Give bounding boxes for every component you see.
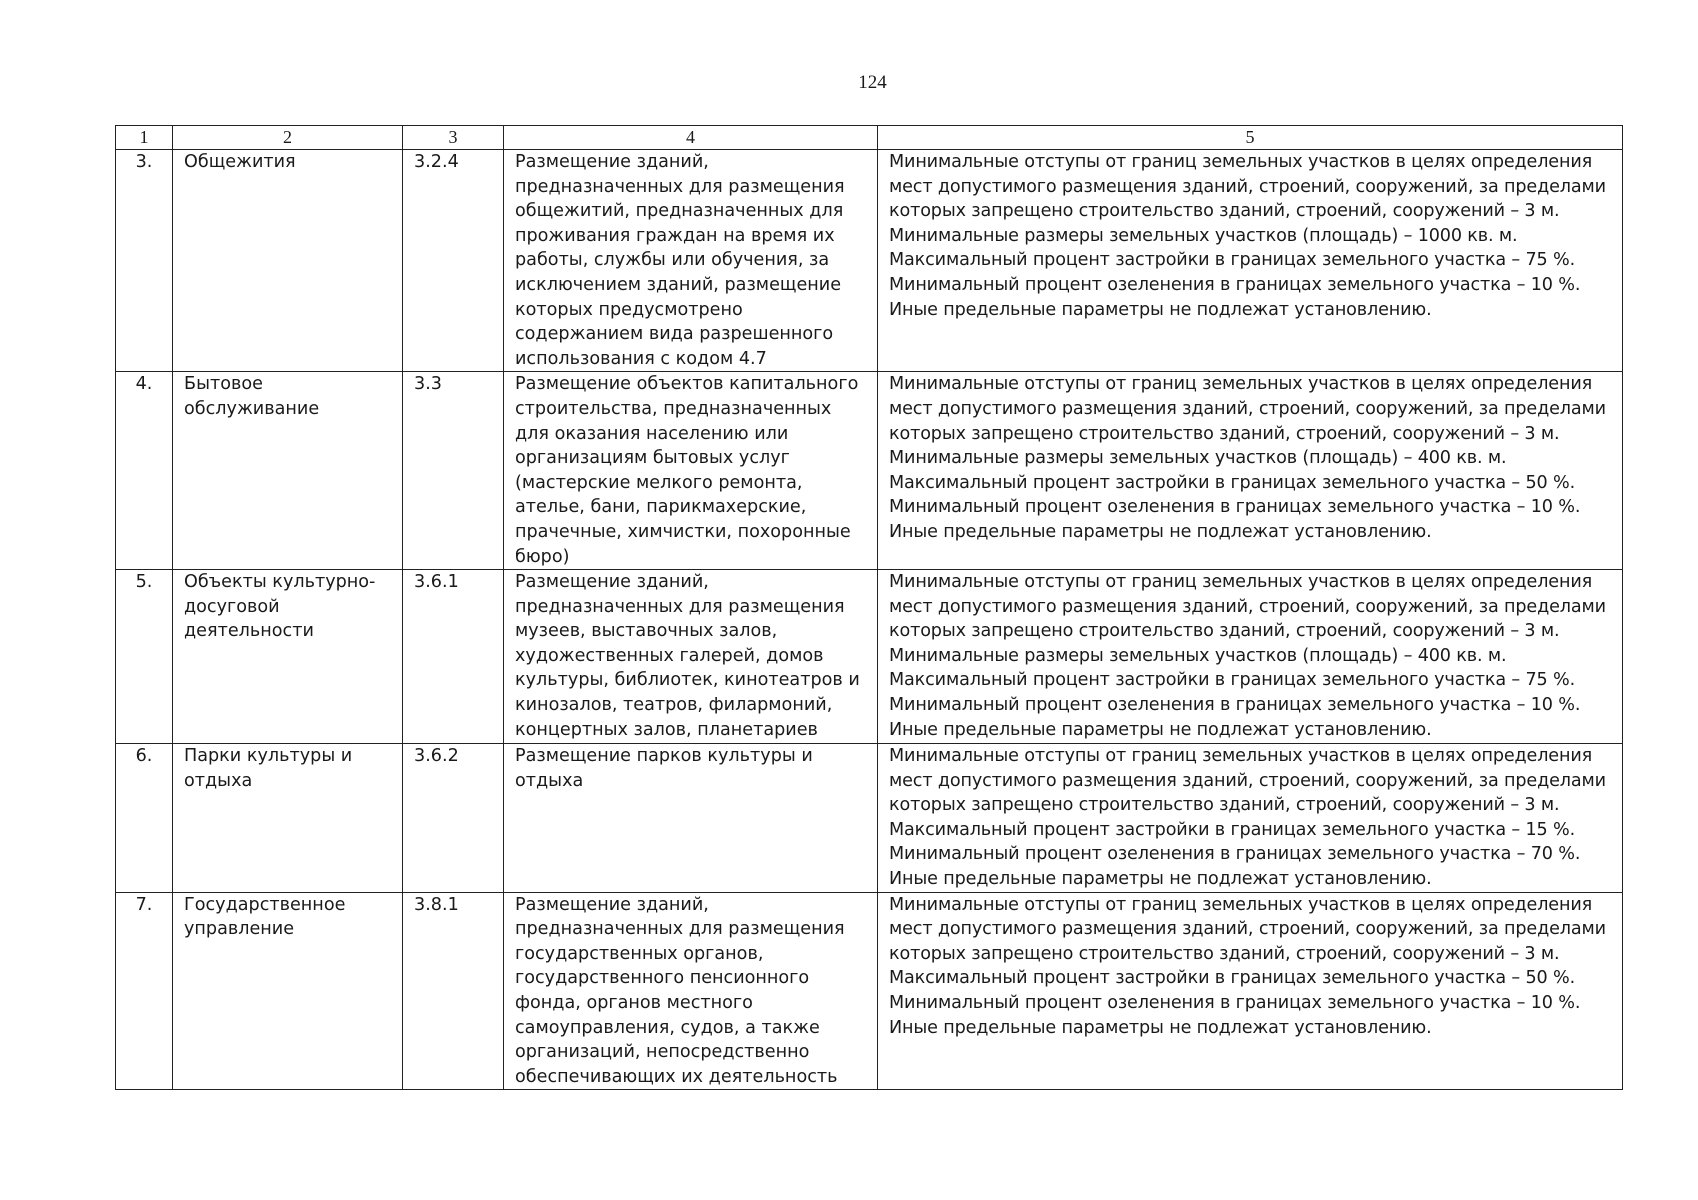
cell-text-line: предназначенных для размещения	[515, 919, 845, 940]
cell-text-line: управление	[184, 919, 295, 940]
cell-text-line: Размещение объектов капитального	[515, 374, 859, 395]
cell-text-line: Минимальный процент озеленения в границах земельного участка – 10 %.	[889, 274, 1581, 295]
cell-text-line: деятельности	[184, 621, 314, 642]
use-description-cell	[504, 744, 878, 893]
cell-text-line: кинозалов, театров, филармоний,	[515, 695, 833, 716]
cell-text-line: мест допустимого размещения зданий, строений, сооружений, за пределами	[889, 398, 1606, 419]
cell-text-line: Иные предельные параметры не подлежат установлению.	[889, 521, 1432, 542]
row-number-cell	[116, 892, 173, 1090]
cell-text-line: отдыха	[184, 770, 253, 791]
row-number: 5.	[135, 572, 153, 593]
cell-text-line: Размещение зданий,	[515, 894, 709, 915]
cell-text-line: которых предусмотрено	[515, 299, 743, 320]
parameters-cell	[878, 744, 1623, 893]
table-row	[116, 892, 1623, 1090]
cell-text-line: Минимальные отступы от границ земельных участков в целях определения	[889, 152, 1593, 172]
use-type-name-cell	[173, 892, 403, 1090]
parameters-cell	[878, 892, 1623, 1090]
use-code-cell	[403, 744, 504, 893]
cell-text-line: Максимальный процент застройки в границах земельного участка – 75 %.	[889, 670, 1576, 691]
use-type-name-cell	[173, 570, 403, 744]
cell-text-line: которых запрещено строительство зданий, строений, сооружений – 3 м.	[889, 795, 1560, 816]
cell-text-line: культуры, библиотек, кинотеатров и	[515, 670, 860, 691]
cell-text-line: Максимальный процент застройки в границах земельного участка – 75 %.	[889, 250, 1576, 271]
cell-text-line: общежитий, предназначенных для	[515, 201, 844, 222]
use-code-cell	[403, 372, 504, 570]
cell-text-line: для оказания населению или	[515, 423, 789, 444]
column-header: 3	[403, 126, 504, 150]
cell-text-line: которых запрещено строительство зданий, строений, сооружений – 3 м.	[889, 201, 1560, 222]
column-header: 5	[878, 126, 1623, 150]
use-code: 3.8.1	[414, 894, 459, 915]
cell-text-line: Бытовое	[184, 374, 263, 395]
cell-text-line: самоуправления, судов, а также	[515, 1017, 820, 1038]
use-code-cell	[403, 150, 504, 372]
cell-text-line: Максимальный процент застройки в границах земельного участка – 50 %.	[889, 968, 1576, 989]
cell-text-line: проживания граждан на время их	[515, 225, 835, 246]
cell-text-line: Минимальные отступы от границ земельных участков в целях определения	[889, 572, 1593, 593]
cell-text-line: Минимальный процент озеленения в границах земельного участка – 10 %.	[889, 497, 1581, 518]
cell-text-line: Минимальный процент озеленения в границах земельного участка – 70 %.	[889, 844, 1581, 865]
cell-text-line: государственных органов,	[515, 943, 764, 964]
parameters-cell	[878, 372, 1623, 570]
row-number: 6.	[135, 746, 153, 767]
use-code: 3.6.1	[414, 572, 459, 593]
use-type-name-cell	[173, 372, 403, 570]
row-number-cell	[116, 150, 173, 372]
parameters-cell	[878, 570, 1623, 744]
use-description-cell	[504, 372, 878, 570]
cell-text-line: которых запрещено строительство зданий, строений, сооружений – 3 м.	[889, 621, 1560, 642]
use-description-cell	[504, 150, 878, 372]
use-description-cell	[504, 570, 878, 744]
cell-text-line: Объекты культурно-	[184, 572, 376, 593]
cell-text-line: содержанием вида разрешенного	[515, 324, 834, 345]
cell-text-line: Минимальный процент озеленения в границах земельного участка – 10 %.	[889, 695, 1581, 716]
cell-text-line: предназначенных для размещения	[515, 596, 845, 617]
use-code: 3.2.4	[414, 152, 459, 172]
row-number: 7.	[135, 894, 153, 915]
cell-text-line: концертных залов, планетариев	[515, 719, 818, 740]
cell-text-line: Государственное	[184, 894, 346, 915]
cell-text-line: Максимальный процент застройки в границах земельного участка – 50 %.	[889, 472, 1576, 493]
cell-text-line: работы, службы или обучения, за	[515, 250, 830, 271]
cell-text-line: которых запрещено строительство зданий, строений, сооружений – 3 м.	[889, 943, 1560, 964]
cell-text-line: мест допустимого размещения зданий, строений, сооружений, за пределами	[889, 596, 1606, 617]
use-code-cell	[403, 570, 504, 744]
cell-text-line: мест допустимого размещения зданий, строений, сооружений, за пределами	[889, 176, 1606, 197]
cell-text-line: Минимальные отступы от границ земельных участков в целях определения	[889, 746, 1593, 767]
cell-text-line: Парки культуры и	[184, 746, 353, 767]
cell-text-line: Минимальный процент озеленения в границах земельного участка – 10 %.	[889, 993, 1581, 1014]
column-header: 4	[504, 126, 878, 150]
cell-text-line: (мастерские мелкого ремонта,	[515, 472, 803, 493]
cell-text-line: Иные предельные параметры не подлежат установлению.	[889, 869, 1432, 890]
cell-text-line: Иные предельные параметры не подлежат установлению.	[889, 1017, 1432, 1038]
use-type-name-cell	[173, 150, 403, 372]
cell-text-line: Минимальные размеры земельных участков (площадь) – 1000 кв. м.	[889, 225, 1518, 246]
cell-text-line: Общежития	[184, 152, 296, 172]
cell-text-line: организаций, непосредственно	[515, 1042, 810, 1063]
cell-text-line: которых запрещено строительство зданий, строений, сооружений – 3 м.	[889, 423, 1560, 444]
use-description-cell	[504, 892, 878, 1090]
use-code: 3.3	[414, 374, 442, 395]
cell-text-line: Минимальные отступы от границ земельных участков в целях определения	[889, 894, 1593, 915]
cell-text-line: Размещение зданий,	[515, 572, 709, 593]
use-code: 3.6.2	[414, 746, 459, 767]
cell-text-line: Иные предельные параметры не подлежат установлению.	[889, 719, 1432, 740]
cell-text-line: бюро)	[515, 546, 570, 567]
table-row	[116, 570, 1623, 744]
cell-text-line: Минимальные размеры земельных участков (площадь) – 400 кв. м.	[889, 645, 1507, 666]
cell-text-line: использования с кодом 4.7	[515, 348, 767, 369]
cell-text-line: фонда, органов местного	[515, 993, 753, 1014]
cell-text-line: Минимальные размеры земельных участков (площадь) – 400 кв. м.	[889, 448, 1507, 469]
page-number: 124	[858, 72, 887, 93]
cell-text-line: отдыха	[515, 770, 584, 791]
cell-text-line: мест допустимого размещения зданий, строений, сооружений, за пределами	[889, 919, 1606, 940]
table-header-row	[116, 126, 1623, 150]
table-row	[116, 744, 1623, 893]
cell-text-line: художественных галерей, домов	[515, 645, 824, 666]
cell-text-line: Минимальные отступы от границ земельных участков в целях определения	[889, 374, 1593, 395]
use-type-name-cell	[173, 744, 403, 893]
cell-text-line: музеев, выставочных залов,	[515, 621, 778, 642]
row-number: 3.	[135, 152, 153, 172]
cell-text-line: Максимальный процент застройки в границах земельного участка – 15 %.	[889, 819, 1576, 840]
regulations-table	[115, 125, 1623, 1090]
cell-text-line: организациям бытовых услуг	[515, 448, 790, 469]
column-header: 1	[116, 126, 173, 150]
table-row	[116, 372, 1623, 570]
cell-text-line: досуговой	[184, 596, 280, 617]
cell-text-line: ателье, бани, парикмахерские,	[515, 497, 807, 518]
column-header: 2	[173, 126, 403, 150]
use-code-cell	[403, 892, 504, 1090]
cell-text-line: обеспечивающих их деятельность	[515, 1066, 838, 1087]
cell-text-line: предназначенных для размещения	[515, 176, 845, 197]
table-row	[116, 150, 1623, 372]
cell-text-line: государственного пенсионного	[515, 968, 810, 989]
cell-text-line: Размещение парков культуры и	[515, 746, 813, 767]
cell-text-line: исключением зданий, размещение	[515, 274, 842, 295]
cell-text-line: строительства, предназначенных	[515, 398, 832, 419]
cell-text-line: прачечные, химчистки, похоронные	[515, 521, 851, 542]
row-number-cell	[116, 372, 173, 570]
row-number: 4.	[135, 374, 153, 395]
row-number-cell	[116, 744, 173, 893]
cell-text-line: Размещение зданий,	[515, 152, 709, 172]
row-number-cell	[116, 570, 173, 744]
cell-text-line: Иные предельные параметры не подлежат установлению.	[889, 299, 1432, 320]
parameters-cell	[878, 150, 1623, 372]
cell-text-line: мест допустимого размещения зданий, строений, сооружений, за пределами	[889, 770, 1606, 791]
cell-text-line: обслуживание	[184, 398, 320, 419]
